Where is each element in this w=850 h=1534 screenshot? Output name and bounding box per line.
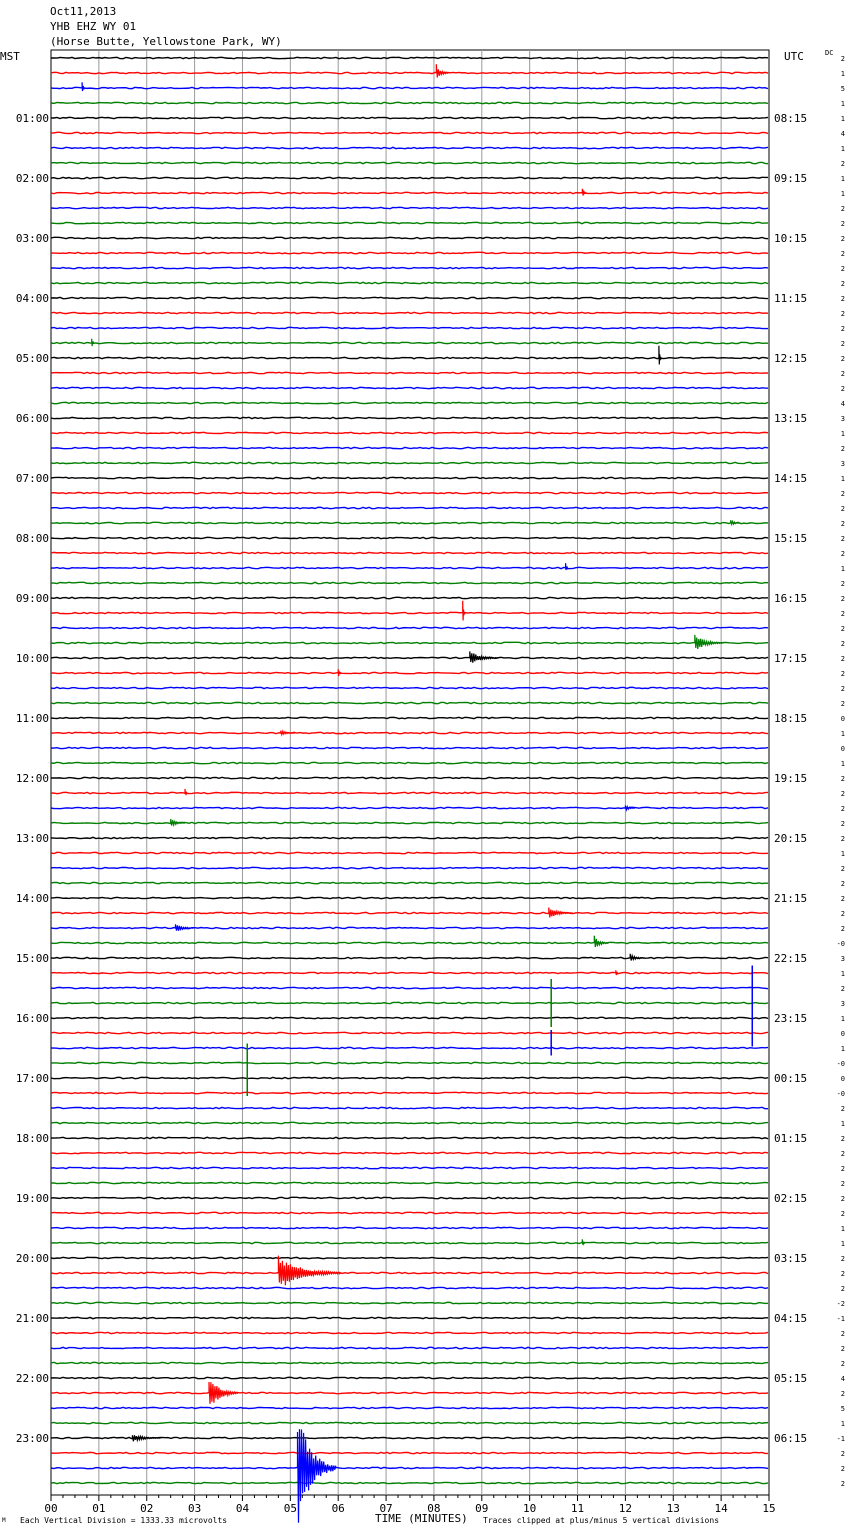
- dc-offset-label: 2: [840, 490, 845, 498]
- event-waveform: [209, 1382, 238, 1404]
- dc-offset-label: 2: [840, 895, 845, 903]
- event-waveform: [278, 1256, 340, 1286]
- trace-line: [51, 1392, 768, 1393]
- dc-offset-label: 2: [840, 535, 845, 543]
- right-hour-label: 13:15: [774, 412, 808, 425]
- dc-offset-label: 1: [840, 475, 845, 483]
- event-waveform: [470, 651, 499, 662]
- trace-line: [51, 147, 768, 148]
- trace-line: [51, 567, 768, 568]
- dc-offset-label: -0: [836, 940, 845, 948]
- trace-line: [51, 1257, 768, 1258]
- trace-line: [51, 222, 768, 223]
- trace-line: [51, 1482, 768, 1483]
- trace-line: [51, 1077, 768, 1078]
- trace-line: [51, 1242, 768, 1243]
- dc-offset-label: 0: [840, 745, 845, 753]
- right-hour-label: 05:15: [774, 1372, 808, 1385]
- left-hour-label: 13:00: [15, 832, 49, 845]
- trace-line: [51, 942, 768, 943]
- x-axis-label: TIME (MINUTES): [375, 1512, 468, 1525]
- left-hour-label: 04:00: [15, 292, 49, 305]
- trace-line: [51, 747, 768, 748]
- x-tick-label: 09: [475, 1502, 489, 1515]
- trace-line: [51, 1317, 768, 1318]
- dc-offset-label: -2: [836, 1300, 845, 1308]
- event-waveform: [594, 936, 608, 947]
- dc-offset-label: 1: [840, 430, 845, 438]
- trace-line: [51, 927, 768, 928]
- dc-offset-label: 1: [840, 1120, 845, 1128]
- dc-offset-label: 2: [840, 1480, 845, 1488]
- trace-line: [51, 717, 768, 718]
- dc-offset-label: 3: [840, 460, 845, 468]
- right-hour-label: 01:15: [774, 1132, 808, 1145]
- trace-line: [51, 1287, 768, 1288]
- trace-line: [51, 477, 768, 478]
- trace-line: [51, 312, 768, 313]
- dc-offset-label: 2: [840, 1360, 845, 1368]
- left-hour-label: 09:00: [15, 592, 49, 605]
- dc-offset-label: 2: [840, 295, 845, 303]
- trace-line: [51, 1182, 768, 1183]
- trace-line: [51, 837, 768, 838]
- dc-offset-label: 2: [840, 370, 845, 378]
- left-hour-label: 22:00: [15, 1372, 49, 1385]
- left-hour-label: 20:00: [15, 1252, 49, 1265]
- left-hour-label: 02:00: [15, 172, 49, 185]
- dc-offset-label: 2: [840, 595, 845, 603]
- dc-offset-label: 1: [840, 100, 845, 108]
- dc-offset-label: 2: [840, 1180, 845, 1188]
- trace-line: [51, 822, 768, 823]
- dc-offset-label: 0: [840, 1030, 845, 1038]
- x-tick-label: 10: [523, 1502, 537, 1515]
- dc-offset-label: 2: [840, 985, 845, 993]
- left-timezone-label: MST: [0, 50, 20, 63]
- trace-line: [51, 102, 768, 103]
- left-hour-label: 06:00: [15, 412, 49, 425]
- trace-line: [51, 162, 768, 163]
- left-hour-label: 08:00: [15, 532, 49, 545]
- dc-offset-label: 2: [840, 820, 845, 828]
- dc-offset-label: 2: [840, 1210, 845, 1218]
- trace-line: [51, 522, 768, 523]
- dc-label: DC: [825, 49, 834, 57]
- left-hour-label: 12:00: [15, 772, 49, 785]
- trace-line: [51, 1062, 768, 1063]
- dc-offset-label: 1: [840, 1240, 845, 1248]
- event-waveform: [185, 789, 187, 795]
- event-waveform: [82, 82, 84, 91]
- dc-offset-label: 2: [840, 580, 845, 588]
- x-tick-label: 08: [427, 1502, 441, 1515]
- trace-line: [51, 342, 768, 343]
- right-hour-label: 19:15: [774, 772, 808, 785]
- dc-offset-label: -0: [836, 1060, 845, 1068]
- trace-line: [51, 1227, 768, 1228]
- right-hour-label: 21:15: [774, 892, 808, 905]
- dc-offset-label: 1: [840, 115, 845, 123]
- dc-offset-label: 2: [840, 880, 845, 888]
- trace-line: [51, 867, 768, 868]
- event-waveform: [338, 669, 340, 676]
- dc-offset-label: 2: [840, 1465, 845, 1473]
- trace-line: [51, 762, 768, 763]
- trace-line: [51, 387, 768, 388]
- trace-line: [51, 777, 768, 778]
- dc-offset-label: 2: [840, 790, 845, 798]
- right-hour-label: 06:15: [774, 1432, 808, 1445]
- trace-line: [51, 252, 768, 253]
- dc-offset-label: -1: [836, 1315, 845, 1323]
- trace-line: [51, 267, 768, 268]
- dc-offset-label: 0: [840, 1075, 845, 1083]
- station-title: YHB EHZ WY 01: [50, 20, 137, 33]
- right-hour-label: 00:15: [774, 1072, 808, 1085]
- x-tick-label: 12: [618, 1502, 633, 1515]
- trace-line: [51, 792, 768, 793]
- trace-line: [51, 297, 768, 298]
- event-waveform: [549, 908, 573, 918]
- dc-offset-label: 3: [840, 1000, 845, 1008]
- plot-frame: [51, 50, 769, 1495]
- trace-line: [51, 417, 768, 418]
- trace-line: [51, 912, 768, 913]
- right-hour-label: 09:15: [774, 172, 808, 185]
- dc-offset-label: 2: [840, 325, 845, 333]
- scale-note: Each Vertical Division = 1333.33 microvolts: [20, 1516, 228, 1525]
- dc-offset-label: 3: [840, 415, 845, 423]
- left-hour-label: 23:00: [15, 1432, 49, 1445]
- dc-offset-label: 2: [840, 1345, 845, 1353]
- dc-offset-label: 2: [840, 925, 845, 933]
- trace-line: [51, 1137, 768, 1138]
- trace-line: [51, 207, 768, 208]
- x-tick-label: 13: [666, 1502, 680, 1515]
- trace-line: [51, 702, 768, 703]
- trace-line: [51, 447, 768, 448]
- left-hour-label: 03:00: [15, 232, 49, 245]
- dc-offset-label: 5: [840, 1405, 845, 1413]
- dc-offset-label: -0: [836, 1090, 845, 1098]
- dc-offset-label: 2: [840, 1195, 845, 1203]
- dc-offset-label: -1: [836, 1435, 845, 1443]
- left-hour-label: 14:00: [15, 892, 49, 905]
- dc-offset-label: 2: [840, 265, 845, 273]
- event-waveform: [463, 601, 465, 621]
- dc-offset-label: 2: [840, 1390, 845, 1398]
- trace-line: [51, 1032, 768, 1033]
- dc-offset-label: 2: [840, 235, 845, 243]
- dc-offset-label: 1: [840, 1420, 845, 1428]
- trace-line: [51, 237, 768, 238]
- left-hour-label: 15:00: [15, 952, 49, 965]
- clip-note: Traces clipped at plus/minus 5 vertical divisions: [483, 1516, 720, 1525]
- dc-offset-label: 2: [840, 340, 845, 348]
- trace-line: [51, 372, 768, 373]
- trace-line: [51, 1212, 768, 1213]
- dc-offset-label: 2: [840, 550, 845, 558]
- event-waveform: [298, 1429, 336, 1523]
- dc-offset-label: 2: [840, 505, 845, 513]
- corner-mark: M: [2, 1517, 6, 1524]
- trace-line: [51, 552, 768, 553]
- trace-line: [51, 1377, 768, 1378]
- event-waveform: [92, 339, 94, 346]
- trace-line: [51, 672, 768, 673]
- dc-offset-label: 2: [840, 1150, 845, 1158]
- right-hour-label: 03:15: [774, 1252, 808, 1265]
- dc-offset-label: 2: [840, 1165, 845, 1173]
- dc-offset-label: 2: [840, 700, 845, 708]
- trace-line: [51, 972, 768, 973]
- trace-line: [51, 1302, 768, 1303]
- trace-line: [51, 897, 768, 898]
- dc-offset-label: 2: [840, 865, 845, 873]
- trace-line: [51, 282, 768, 283]
- x-tick-label: 01: [92, 1502, 106, 1515]
- date-title: Oct11,2013: [50, 5, 117, 18]
- event-waveform: [695, 635, 724, 649]
- right-hour-label: 23:15: [774, 1012, 808, 1025]
- trace-line: [51, 597, 768, 598]
- dc-offset-label: 2: [840, 250, 845, 258]
- trace-line: [51, 1332, 768, 1333]
- trace-line: [51, 1122, 768, 1123]
- right-hour-label: 20:15: [774, 832, 808, 845]
- trace-line: [51, 612, 768, 613]
- dc-offset-label: 2: [840, 520, 845, 528]
- dc-offset-label: 2: [840, 655, 845, 663]
- left-hour-label: 07:00: [15, 472, 49, 485]
- dc-offset-label: 2: [840, 55, 845, 63]
- trace-line: [51, 1107, 768, 1108]
- trace-line: [51, 1197, 768, 1198]
- trace-line: [51, 1272, 768, 1273]
- right-timezone-label: UTC: [784, 50, 804, 63]
- dc-offset-label: 1: [840, 565, 845, 573]
- right-hour-label: 04:15: [774, 1312, 808, 1325]
- dc-offset-label: 2: [840, 910, 845, 918]
- trace-line: [51, 582, 768, 583]
- x-tick-label: 04: [235, 1502, 250, 1515]
- right-hour-label: 08:15: [774, 112, 808, 125]
- dc-offset-label: 2: [840, 625, 845, 633]
- x-tick-label: 06: [331, 1502, 345, 1515]
- dc-offset-label: 4: [840, 130, 845, 138]
- event-waveform: [436, 64, 448, 77]
- dc-offset-label: 2: [840, 805, 845, 813]
- trace-line: [51, 1407, 768, 1408]
- dc-offset-label: 2: [840, 1270, 845, 1278]
- left-hour-label: 16:00: [15, 1012, 49, 1025]
- right-hour-label: 11:15: [774, 292, 808, 305]
- right-hour-label: 22:15: [774, 952, 808, 965]
- dc-offset-label: 1: [840, 730, 845, 738]
- trace-line: [51, 117, 768, 118]
- trace-line: [51, 732, 768, 733]
- left-hour-label: 19:00: [15, 1192, 49, 1205]
- dc-offset-label: 0: [840, 715, 845, 723]
- dc-offset-label: 2: [840, 205, 845, 213]
- dc-offset-label: 4: [840, 1375, 845, 1383]
- trace-line: [51, 627, 768, 628]
- trace-line: [51, 642, 768, 643]
- x-tick-label: 14: [714, 1502, 728, 1515]
- x-tick-label: 11: [570, 1502, 585, 1515]
- trace-line: [51, 192, 768, 193]
- dc-offset-label: 1: [840, 970, 845, 978]
- trace-line: [51, 537, 768, 538]
- trace-line: [51, 1047, 768, 1048]
- trace-line: [51, 177, 768, 178]
- right-hour-label: 10:15: [774, 232, 808, 245]
- trace-line: [51, 1167, 768, 1168]
- dc-offset-label: 1: [840, 1045, 845, 1053]
- trace-line: [51, 1452, 768, 1453]
- left-hour-label: 17:00: [15, 1072, 49, 1085]
- trace-line: [51, 402, 768, 403]
- left-hour-label: 18:00: [15, 1132, 49, 1145]
- x-tick-label: 07: [379, 1502, 393, 1515]
- dc-offset-label: 2: [840, 310, 845, 318]
- trace-line: [51, 852, 768, 853]
- dc-offset-label: 1: [840, 190, 845, 198]
- dc-offset-label: 2: [840, 1330, 845, 1338]
- dc-offset-label: 2: [840, 1450, 845, 1458]
- dc-offset-label: 2: [840, 445, 845, 453]
- trace-line: [51, 507, 768, 508]
- dc-offset-label: 4: [840, 400, 845, 408]
- right-hour-label: 12:15: [774, 352, 808, 365]
- event-waveform: [582, 189, 587, 196]
- trace-line: [51, 432, 768, 433]
- left-hour-label: 10:00: [15, 652, 49, 665]
- trace-line: [51, 882, 768, 883]
- dc-offset-label: 1: [840, 850, 845, 858]
- trace-line: [51, 807, 768, 808]
- dc-offset-label: 2: [840, 670, 845, 678]
- dc-offset-label: 1: [840, 1225, 845, 1233]
- dc-offset-label: 2: [840, 280, 845, 288]
- trace-line: [51, 687, 768, 688]
- x-tick-label: 02: [140, 1502, 154, 1515]
- right-hour-label: 14:15: [774, 472, 808, 485]
- trace-line: [51, 462, 768, 463]
- trace-line: [51, 87, 768, 88]
- dc-offset-label: 5: [840, 85, 845, 93]
- dc-offset-label: 2: [840, 685, 845, 693]
- x-tick-label: 15: [762, 1502, 776, 1515]
- right-hour-label: 17:15: [774, 652, 808, 665]
- x-tick-label: 00: [44, 1502, 58, 1515]
- left-hour-label: 11:00: [15, 712, 49, 725]
- trace-line: [51, 1017, 768, 1018]
- trace-line: [51, 987, 768, 988]
- dc-offset-label: 2: [840, 1105, 845, 1113]
- dc-offset-label: 2: [840, 160, 845, 168]
- dc-offset-label: 2: [840, 355, 845, 363]
- dc-offset-label: 2: [840, 1255, 845, 1263]
- dc-offset-label: 2: [840, 220, 845, 228]
- left-hour-label: 21:00: [15, 1312, 49, 1325]
- dc-offset-label: 2: [840, 835, 845, 843]
- dc-offset-label: 2: [840, 775, 845, 783]
- trace-line: [51, 1002, 768, 1003]
- dc-offset-label: 2: [840, 1135, 845, 1143]
- left-hour-label: 05:00: [15, 352, 49, 365]
- trace-line: [51, 132, 768, 133]
- x-tick-label: 03: [187, 1502, 202, 1515]
- event-waveform: [659, 346, 661, 365]
- trace-line: [51, 72, 768, 73]
- dc-offset-label: 1: [840, 175, 845, 183]
- dc-offset-label: 2: [840, 1285, 845, 1293]
- event-waveform: [625, 806, 635, 810]
- trace-line: [51, 1422, 768, 1423]
- x-tick-label: 05: [283, 1502, 297, 1515]
- trace-line: [51, 1467, 768, 1468]
- trace-line: [51, 957, 768, 958]
- trace-line: [51, 1092, 768, 1093]
- dc-offset-label: 2: [840, 385, 845, 393]
- dc-offset-label: 1: [840, 1015, 845, 1023]
- trace-line: [51, 57, 768, 58]
- location-title: (Horse Butte, Yellowstone Park, WY): [50, 35, 282, 48]
- dc-offset-label: 2: [840, 640, 845, 648]
- trace-line: [51, 1362, 768, 1363]
- dc-offset-label: 3: [840, 955, 845, 963]
- right-hour-label: 18:15: [774, 712, 808, 725]
- trace-line: [51, 327, 768, 328]
- right-hour-label: 15:15: [774, 532, 808, 545]
- right-hour-label: 02:15: [774, 1192, 808, 1205]
- dc-offset-label: 1: [840, 145, 845, 153]
- trace-line: [51, 1347, 768, 1348]
- right-hour-label: 16:15: [774, 592, 808, 605]
- dc-offset-label: 2: [840, 610, 845, 618]
- trace-line: [51, 492, 768, 493]
- dc-offset-label: 1: [840, 70, 845, 78]
- left-hour-label: 01:00: [15, 112, 49, 125]
- trace-line: [51, 657, 768, 658]
- trace-line: [51, 1152, 768, 1153]
- dc-offset-label: 1: [840, 760, 845, 768]
- event-waveform: [176, 924, 195, 930]
